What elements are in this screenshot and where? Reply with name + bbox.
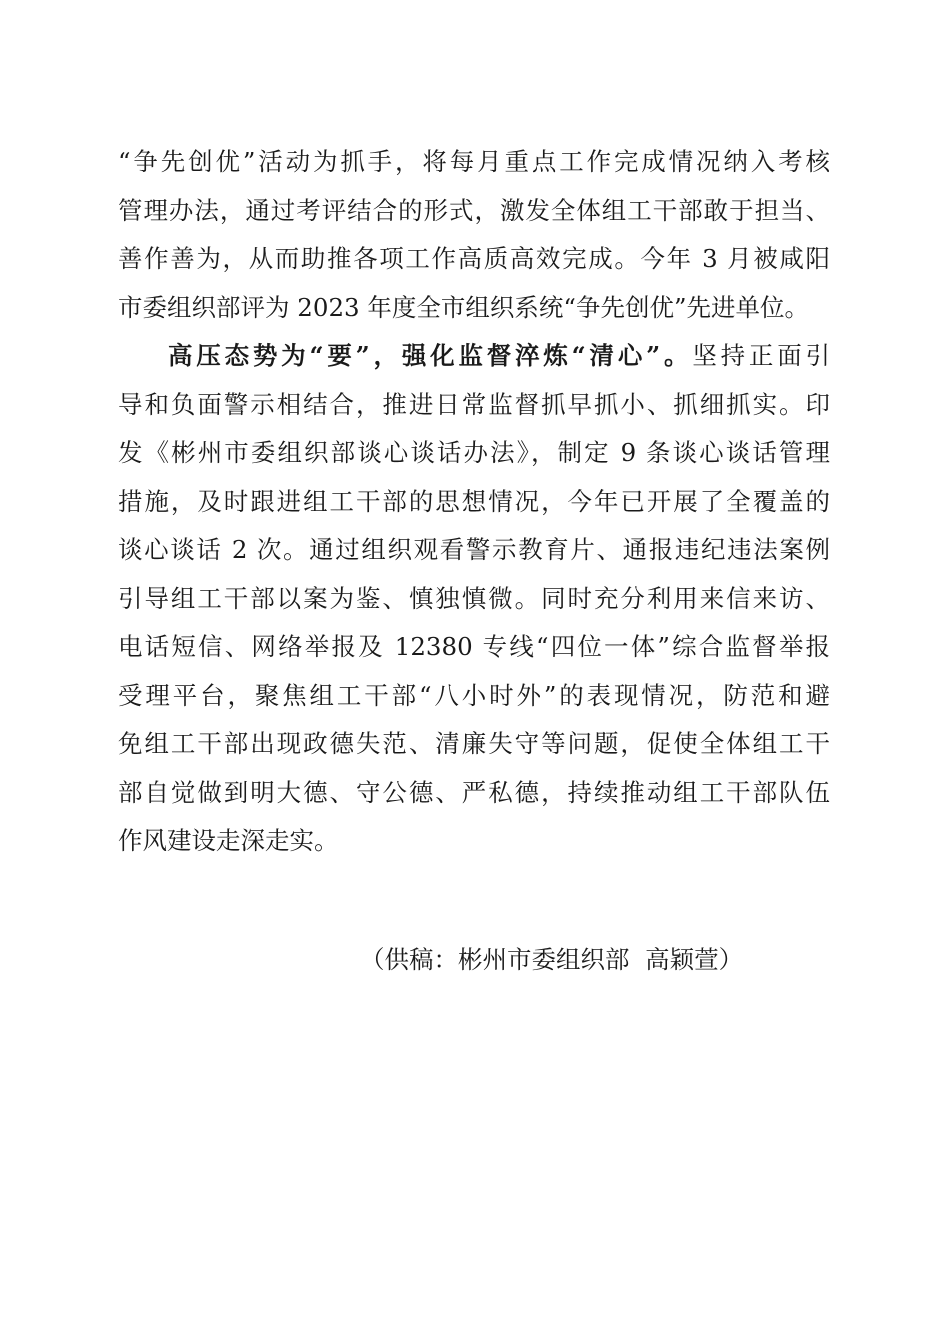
paragraph-1-line-3: 善作善为，从而助推各项工作高质高效完成。今年 3 月被咸阳 (118, 244, 830, 273)
paragraph-2-line-10: 部自觉做到明大德、守公德、严私德，持续推动组工干部队伍 (118, 777, 830, 807)
paragraph-1-line-1: “争先创优”活动为抓手，将每月重点工作完成情况纳入考核 (118, 147, 830, 176)
paragraph-2-line-4: 措施，及时跟进组工干部的思想情况，今年已开展了全覆盖的 (118, 486, 830, 516)
paragraph-2-line-11: 作风建设走深走实。 (118, 826, 339, 855)
paragraph-2-line-8: 受理平台，聚焦组工干部“八小时外”的表现情况，防范和避 (118, 680, 830, 710)
paragraph-2-first-line-text: 坚持正面引 (692, 341, 830, 370)
paragraph-2-line-7: 电话短信、网络举报及 12380 专线“四位一体”综合监督举报 (118, 632, 830, 661)
paragraph-2-line-6: 引导组工干部以案为鉴、慎独慎微。同时充分利用来信来访、 (118, 583, 830, 613)
paragraph-1-line-4: 市委组织部评为 2023 年度全市组织系统“争先创优”先进单位。 (118, 292, 809, 322)
article-body (118, 138, 830, 866)
paragraph-2-line-5: 谈心谈话 2 次。通过组织观看警示教育片、通报违纪违法案例 (118, 535, 830, 564)
paragraph-2-line-1 (118, 332, 830, 381)
paragraph-2-line-2: 导和负面警示相结合，推进日常监督抓早抓小、抓细抓实。印 (118, 389, 830, 419)
article-credit: （供稿：彬州市委组织部 高颖萱） (360, 945, 744, 974)
paragraph-1-line-2: 管理办法，通过考评结合的形式，激发全体组工干部敢于担当、 (118, 195, 830, 225)
paragraph-2-line-3: 发《彬州市委组织部谈心谈话办法》，制定 9 条谈心谈话管理 (118, 438, 830, 467)
paragraph-2-heading: 高压态势为“要”，强化监督淬炼“清心”。 (168, 341, 693, 370)
paragraph-2-line-9: 免组工干部出现政德失范、清廉失守等问题，促使全体组工干 (118, 729, 830, 758)
